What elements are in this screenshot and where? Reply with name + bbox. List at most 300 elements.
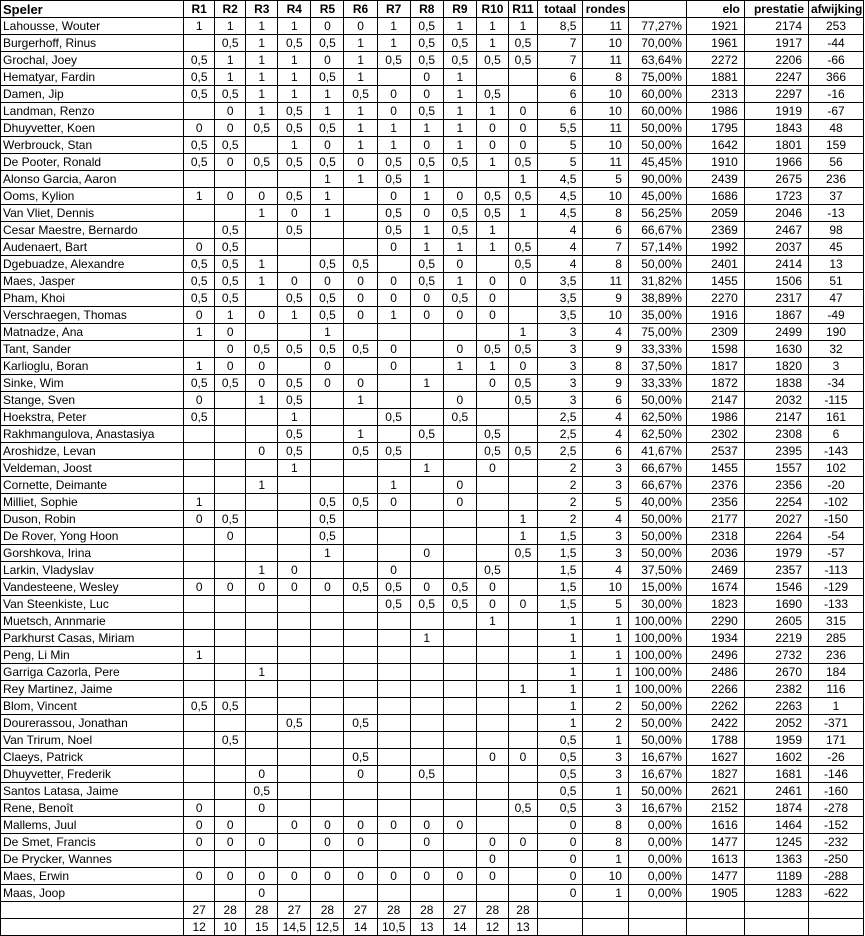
cell-round-11: 0,5 bbox=[508, 341, 537, 358]
footer-total bbox=[537, 919, 583, 936]
cell-rounds: 1 bbox=[583, 783, 629, 800]
cell-round-11 bbox=[508, 86, 537, 103]
cell-round-8: 0,5 bbox=[410, 18, 443, 35]
cell-round-8 bbox=[410, 443, 443, 460]
cell-total: 0,5 bbox=[537, 800, 583, 817]
cell-performance: 2395 bbox=[744, 443, 808, 460]
cell-round-2: 0,5 bbox=[215, 222, 246, 239]
cell-round-3: 0,5 bbox=[246, 783, 278, 800]
cell-round-10: 0 bbox=[476, 834, 508, 851]
cell-percentage: 38,89% bbox=[628, 290, 686, 307]
cell-round-5: 0 bbox=[311, 358, 344, 375]
table-row bbox=[1, 120, 864, 137]
cell-performance: 1189 bbox=[744, 868, 808, 885]
cell-round-8 bbox=[410, 851, 443, 868]
cell-total: 2,5 bbox=[537, 443, 583, 460]
cell-round-4: 0 bbox=[278, 817, 311, 834]
cell-round-1 bbox=[184, 35, 215, 52]
cell-performance: 1630 bbox=[744, 341, 808, 358]
cell-round-2 bbox=[215, 647, 246, 664]
cell-percentage: 50,00% bbox=[628, 392, 686, 409]
cell-round-3 bbox=[246, 324, 278, 341]
cell-round-2: 0 bbox=[215, 154, 246, 171]
cell-round-9: 0 bbox=[443, 817, 476, 834]
cell-rounds: 8 bbox=[583, 256, 629, 273]
cell-elo: 1788 bbox=[686, 732, 744, 749]
cell-elo: 2496 bbox=[686, 647, 744, 664]
cell-rounds: 1 bbox=[583, 885, 629, 902]
cell-percentage: 66,67% bbox=[628, 460, 686, 477]
cell-round-8: 0,5 bbox=[410, 596, 443, 613]
cell-deviation: -102 bbox=[809, 494, 864, 511]
cell-player-name: Larkin, Vladyslav bbox=[1, 562, 184, 579]
cell-total: 0 bbox=[537, 868, 583, 885]
cell-round-10: 0 bbox=[476, 460, 508, 477]
cell-percentage: 50,00% bbox=[628, 137, 686, 154]
cell-round-9 bbox=[443, 426, 476, 443]
cell-deviation: -143 bbox=[809, 443, 864, 460]
cell-round-6: 0 bbox=[344, 18, 377, 35]
cell-round-4: 0 bbox=[278, 579, 311, 596]
table-row bbox=[1, 52, 864, 69]
cell-round-8: 0,5 bbox=[410, 52, 443, 69]
table-row bbox=[1, 137, 864, 154]
cell-elo: 2302 bbox=[686, 426, 744, 443]
cell-round-9 bbox=[443, 834, 476, 851]
cell-deviation: -66 bbox=[809, 52, 864, 69]
cell-round-5: 0 bbox=[311, 868, 344, 885]
cell-round-5: 0 bbox=[311, 52, 344, 69]
cell-percentage: 0,00% bbox=[628, 885, 686, 902]
table-row bbox=[1, 426, 864, 443]
table-row bbox=[1, 834, 864, 851]
table-row bbox=[1, 324, 864, 341]
cell-elo: 2313 bbox=[686, 86, 744, 103]
cell-round-2: 0,5 bbox=[215, 511, 246, 528]
table-row bbox=[1, 188, 864, 205]
cell-round-5 bbox=[311, 392, 344, 409]
cell-round-5 bbox=[311, 732, 344, 749]
cell-round-8: 0 bbox=[410, 545, 443, 562]
header-round-10: R10 bbox=[476, 1, 508, 18]
cell-round-2 bbox=[215, 851, 246, 868]
footer-deviation bbox=[809, 919, 864, 936]
cell-round-8 bbox=[410, 783, 443, 800]
cell-round-3: 1 bbox=[246, 392, 278, 409]
cell-round-9: 0 bbox=[443, 477, 476, 494]
cell-round-6: 0 bbox=[344, 290, 377, 307]
cell-elo: 1986 bbox=[686, 103, 744, 120]
cell-elo: 1961 bbox=[686, 35, 744, 52]
cell-player-name: Sinke, Wim bbox=[1, 375, 184, 392]
cell-elo: 2376 bbox=[686, 477, 744, 494]
cell-player-name: Blom, Vincent bbox=[1, 698, 184, 715]
cell-round-11 bbox=[508, 460, 537, 477]
cell-performance: 2308 bbox=[744, 426, 808, 443]
cell-round-11 bbox=[508, 290, 537, 307]
cell-round-10: 1 bbox=[476, 103, 508, 120]
cell-total: 4,5 bbox=[537, 171, 583, 188]
cell-rounds: 4 bbox=[583, 511, 629, 528]
cell-percentage: 100,00% bbox=[628, 647, 686, 664]
cell-performance: 2174 bbox=[744, 18, 808, 35]
cell-elo: 2270 bbox=[686, 290, 744, 307]
cell-round-4 bbox=[278, 698, 311, 715]
cell-round-8 bbox=[410, 800, 443, 817]
cell-performance: 1363 bbox=[744, 851, 808, 868]
cell-round-5 bbox=[311, 443, 344, 460]
cell-round-5: 0 bbox=[311, 579, 344, 596]
cell-round-10 bbox=[476, 766, 508, 783]
cell-round-2: 0 bbox=[215, 120, 246, 137]
cell-round-6: 0,5 bbox=[344, 749, 377, 766]
cell-deviation: 48 bbox=[809, 120, 864, 137]
cell-round-8: 0 bbox=[410, 69, 443, 86]
header-round-11: R11 bbox=[508, 1, 537, 18]
header-round-2: R2 bbox=[215, 1, 246, 18]
cell-performance: 1602 bbox=[744, 749, 808, 766]
cell-round-7: 0,5 bbox=[377, 205, 410, 222]
cell-rounds: 10 bbox=[583, 137, 629, 154]
cell-rounds: 8 bbox=[583, 69, 629, 86]
cell-round-6: 1 bbox=[344, 171, 377, 188]
footer-total bbox=[537, 902, 583, 919]
cell-round-7 bbox=[377, 647, 410, 664]
cell-elo: 1686 bbox=[686, 188, 744, 205]
cell-round-1: 1 bbox=[184, 324, 215, 341]
cell-total: 3 bbox=[537, 375, 583, 392]
cell-player-name: Lahousse, Wouter bbox=[1, 18, 184, 35]
cell-deviation: 253 bbox=[809, 18, 864, 35]
cell-round-10: 0 bbox=[476, 273, 508, 290]
cell-total: 3,5 bbox=[537, 273, 583, 290]
cell-performance: 2357 bbox=[744, 562, 808, 579]
table-row bbox=[1, 545, 864, 562]
cell-percentage: 50,00% bbox=[628, 715, 686, 732]
header-percentage bbox=[628, 1, 686, 18]
cell-deviation: -16 bbox=[809, 86, 864, 103]
cell-round-4: 0,5 bbox=[278, 443, 311, 460]
cell-round-3 bbox=[246, 460, 278, 477]
table-row bbox=[1, 477, 864, 494]
cell-round-9 bbox=[443, 715, 476, 732]
cell-round-5 bbox=[311, 426, 344, 443]
cell-round-8: 0,5 bbox=[410, 766, 443, 783]
cell-deviation: -278 bbox=[809, 800, 864, 817]
table-row bbox=[1, 562, 864, 579]
cell-round-6: 1 bbox=[344, 35, 377, 52]
cell-round-9: 0,5 bbox=[443, 205, 476, 222]
cell-round-10 bbox=[476, 715, 508, 732]
cell-round-10: 0,5 bbox=[476, 443, 508, 460]
table-row bbox=[1, 392, 864, 409]
cell-round-10: 0,5 bbox=[476, 205, 508, 222]
cell-elo: 1674 bbox=[686, 579, 744, 596]
cell-percentage: 50,00% bbox=[628, 511, 686, 528]
cell-round-3 bbox=[246, 851, 278, 868]
cell-round-4: 0 bbox=[278, 868, 311, 885]
cell-round-4 bbox=[278, 528, 311, 545]
cell-round-4: 1 bbox=[278, 52, 311, 69]
cell-round-7: 1 bbox=[377, 137, 410, 154]
cell-round-7 bbox=[377, 256, 410, 273]
cell-round-3: 1 bbox=[246, 103, 278, 120]
cell-round-3: 0 bbox=[246, 834, 278, 851]
cell-rounds: 3 bbox=[583, 460, 629, 477]
cell-round-3 bbox=[246, 613, 278, 630]
cell-round-4: 0,5 bbox=[278, 715, 311, 732]
cell-rounds: 11 bbox=[583, 154, 629, 171]
cell-performance: 1245 bbox=[744, 834, 808, 851]
cell-percentage: 40,00% bbox=[628, 494, 686, 511]
cell-round-4 bbox=[278, 256, 311, 273]
cell-round-1 bbox=[184, 341, 215, 358]
cell-elo: 2621 bbox=[686, 783, 744, 800]
cell-percentage: 63,64% bbox=[628, 52, 686, 69]
cell-round-4 bbox=[278, 511, 311, 528]
cell-round-9: 0 bbox=[443, 256, 476, 273]
cell-elo: 1817 bbox=[686, 358, 744, 375]
cell-elo: 2401 bbox=[686, 256, 744, 273]
header-rounds: rondes bbox=[583, 1, 629, 18]
cell-round-7 bbox=[377, 834, 410, 851]
cell-round-2 bbox=[215, 630, 246, 647]
cell-round-6 bbox=[344, 205, 377, 222]
cell-deviation: 1 bbox=[809, 698, 864, 715]
cell-total: 1 bbox=[537, 647, 583, 664]
cell-percentage: 45,45% bbox=[628, 154, 686, 171]
cell-round-7: 0,5 bbox=[377, 171, 410, 188]
cell-deviation: -57 bbox=[809, 545, 864, 562]
cell-round-7: 1 bbox=[377, 120, 410, 137]
cell-round-3: 0,5 bbox=[246, 154, 278, 171]
cell-round-2: 0 bbox=[215, 834, 246, 851]
cell-total: 1 bbox=[537, 715, 583, 732]
table-row bbox=[1, 664, 864, 681]
cell-player-name: Rakhmangulova, Anastasiya bbox=[1, 426, 184, 443]
cell-total: 4 bbox=[537, 239, 583, 256]
table-row bbox=[1, 528, 864, 545]
cell-round-9 bbox=[443, 766, 476, 783]
cell-round-4: 1 bbox=[278, 86, 311, 103]
footer-round-4: 14,5 bbox=[278, 919, 311, 936]
cell-round-7: 0 bbox=[377, 494, 410, 511]
table-row bbox=[1, 290, 864, 307]
cell-round-5 bbox=[311, 851, 344, 868]
cell-performance: 1838 bbox=[744, 375, 808, 392]
cell-round-1: 0,5 bbox=[184, 137, 215, 154]
cell-round-8: 0 bbox=[410, 868, 443, 885]
cell-round-3: 1 bbox=[246, 205, 278, 222]
cell-round-10 bbox=[476, 511, 508, 528]
cell-round-3 bbox=[246, 630, 278, 647]
cell-player-name: De Rover, Yong Hoon bbox=[1, 528, 184, 545]
cell-rounds: 1 bbox=[583, 732, 629, 749]
cell-total: 1 bbox=[537, 664, 583, 681]
cell-deviation: -113 bbox=[809, 562, 864, 579]
cell-percentage: 0,00% bbox=[628, 868, 686, 885]
cell-round-6: 1 bbox=[344, 69, 377, 86]
cell-deviation: -34 bbox=[809, 375, 864, 392]
cell-round-3: 1 bbox=[246, 664, 278, 681]
cell-round-9: 0,5 bbox=[443, 596, 476, 613]
cell-round-9: 1 bbox=[443, 273, 476, 290]
cell-round-9 bbox=[443, 630, 476, 647]
cell-round-8 bbox=[410, 613, 443, 630]
cell-round-1 bbox=[184, 596, 215, 613]
cell-round-2: 0 bbox=[215, 324, 246, 341]
cell-percentage: 30,00% bbox=[628, 596, 686, 613]
cell-round-7 bbox=[377, 613, 410, 630]
cell-rounds: 2 bbox=[583, 715, 629, 732]
cell-round-6 bbox=[344, 732, 377, 749]
cell-total: 2,5 bbox=[537, 426, 583, 443]
cell-performance: 1546 bbox=[744, 579, 808, 596]
cell-total: 1,5 bbox=[537, 528, 583, 545]
cell-total: 5,5 bbox=[537, 120, 583, 137]
cell-player-name: Hematyar, Fardin bbox=[1, 69, 184, 86]
cell-elo: 1455 bbox=[686, 460, 744, 477]
cell-round-3: 1 bbox=[246, 273, 278, 290]
footer-round-10: 12 bbox=[476, 919, 508, 936]
cell-round-11 bbox=[508, 426, 537, 443]
cell-round-9 bbox=[443, 664, 476, 681]
cell-round-11: 0,5 bbox=[508, 392, 537, 409]
cell-round-2 bbox=[215, 800, 246, 817]
cell-elo: 1910 bbox=[686, 154, 744, 171]
cell-round-2: 0,5 bbox=[215, 290, 246, 307]
cell-elo: 2272 bbox=[686, 52, 744, 69]
cell-round-1 bbox=[184, 103, 215, 120]
cell-rounds: 2 bbox=[583, 698, 629, 715]
cell-round-4 bbox=[278, 834, 311, 851]
cell-rounds: 1 bbox=[583, 664, 629, 681]
cell-elo: 1795 bbox=[686, 120, 744, 137]
cell-round-5: 0 bbox=[311, 375, 344, 392]
cell-percentage: 66,67% bbox=[628, 222, 686, 239]
cell-round-3 bbox=[246, 511, 278, 528]
cell-round-7: 0 bbox=[377, 341, 410, 358]
cell-round-7: 1 bbox=[377, 18, 410, 35]
cell-round-6 bbox=[344, 681, 377, 698]
cell-round-3 bbox=[246, 137, 278, 154]
cell-round-7: 0 bbox=[377, 562, 410, 579]
cell-round-6: 0,5 bbox=[344, 443, 377, 460]
cell-round-9: 0 bbox=[443, 188, 476, 205]
header-round-4: R4 bbox=[278, 1, 311, 18]
cell-performance: 2032 bbox=[744, 392, 808, 409]
cell-round-2: 0 bbox=[215, 103, 246, 120]
cell-round-4 bbox=[278, 664, 311, 681]
header-round-7: R7 bbox=[377, 1, 410, 18]
cell-round-3: 0,5 bbox=[246, 120, 278, 137]
cell-round-9: 0,5 bbox=[443, 222, 476, 239]
cell-percentage: 70,00% bbox=[628, 35, 686, 52]
cell-round-8: 1 bbox=[410, 171, 443, 188]
cell-round-8 bbox=[410, 511, 443, 528]
cell-performance: 2206 bbox=[744, 52, 808, 69]
cell-rounds: 10 bbox=[583, 86, 629, 103]
cell-round-5 bbox=[311, 562, 344, 579]
cell-round-5 bbox=[311, 783, 344, 800]
cell-round-1: 0 bbox=[184, 120, 215, 137]
cell-rounds: 6 bbox=[583, 222, 629, 239]
cell-deviation: 3 bbox=[809, 358, 864, 375]
header-total: totaal bbox=[537, 1, 583, 18]
cell-rounds: 3 bbox=[583, 800, 629, 817]
cell-round-4: 0,5 bbox=[278, 35, 311, 52]
cell-round-8: 1 bbox=[410, 120, 443, 137]
cell-round-8 bbox=[410, 749, 443, 766]
cell-round-6 bbox=[344, 851, 377, 868]
cell-player-name: Cornette, Deimante bbox=[1, 477, 184, 494]
cell-round-9 bbox=[443, 783, 476, 800]
table-row bbox=[1, 69, 864, 86]
cell-performance: 1506 bbox=[744, 273, 808, 290]
cell-percentage: 62,50% bbox=[628, 426, 686, 443]
cell-round-4: 0,5 bbox=[278, 222, 311, 239]
cell-player-name: Van Trirum, Noel bbox=[1, 732, 184, 749]
cell-round-1 bbox=[184, 528, 215, 545]
cell-round-1: 0,5 bbox=[184, 52, 215, 69]
cell-total: 3,5 bbox=[537, 307, 583, 324]
cell-performance: 1959 bbox=[744, 732, 808, 749]
cell-player-name: Rene, Benoît bbox=[1, 800, 184, 817]
cell-round-1: 0 bbox=[184, 834, 215, 851]
cell-round-9: 1 bbox=[443, 69, 476, 86]
cell-round-6 bbox=[344, 460, 377, 477]
cell-rounds: 1 bbox=[583, 630, 629, 647]
cell-total: 7 bbox=[537, 35, 583, 52]
cell-round-4 bbox=[278, 630, 311, 647]
cell-deviation: -20 bbox=[809, 477, 864, 494]
cell-round-11 bbox=[508, 647, 537, 664]
table-row bbox=[1, 18, 864, 35]
cell-rounds: 11 bbox=[583, 52, 629, 69]
cell-round-9 bbox=[443, 545, 476, 562]
cell-player-name: Mallems, Juul bbox=[1, 817, 184, 834]
cell-total: 1 bbox=[537, 630, 583, 647]
cell-round-3 bbox=[246, 545, 278, 562]
cell-round-11: 0 bbox=[508, 273, 537, 290]
cell-total: 1,5 bbox=[537, 596, 583, 613]
cell-elo: 1872 bbox=[686, 375, 744, 392]
cell-round-11: 0,5 bbox=[508, 35, 537, 52]
cell-percentage: 57,14% bbox=[628, 239, 686, 256]
footer-elo bbox=[686, 919, 744, 936]
cell-round-5 bbox=[311, 596, 344, 613]
cell-round-1 bbox=[184, 715, 215, 732]
cell-round-3 bbox=[246, 817, 278, 834]
cell-round-7 bbox=[377, 732, 410, 749]
table-row bbox=[1, 885, 864, 902]
cell-player-name: Dhuyvetter, Koen bbox=[1, 120, 184, 137]
cell-total: 4 bbox=[537, 256, 583, 273]
cell-round-2: 0,5 bbox=[215, 375, 246, 392]
cell-player-name: Vandesteene, Wesley bbox=[1, 579, 184, 596]
cell-round-9 bbox=[443, 511, 476, 528]
cell-rounds: 5 bbox=[583, 171, 629, 188]
cell-round-6: 0,5 bbox=[344, 256, 377, 273]
cell-performance: 2297 bbox=[744, 86, 808, 103]
table-row bbox=[1, 35, 864, 52]
cell-total: 6 bbox=[537, 103, 583, 120]
cell-round-4: 0 bbox=[278, 205, 311, 222]
cell-round-11 bbox=[508, 698, 537, 715]
cell-percentage: 100,00% bbox=[628, 664, 686, 681]
footer-elo bbox=[686, 902, 744, 919]
cell-round-7: 0,5 bbox=[377, 52, 410, 69]
